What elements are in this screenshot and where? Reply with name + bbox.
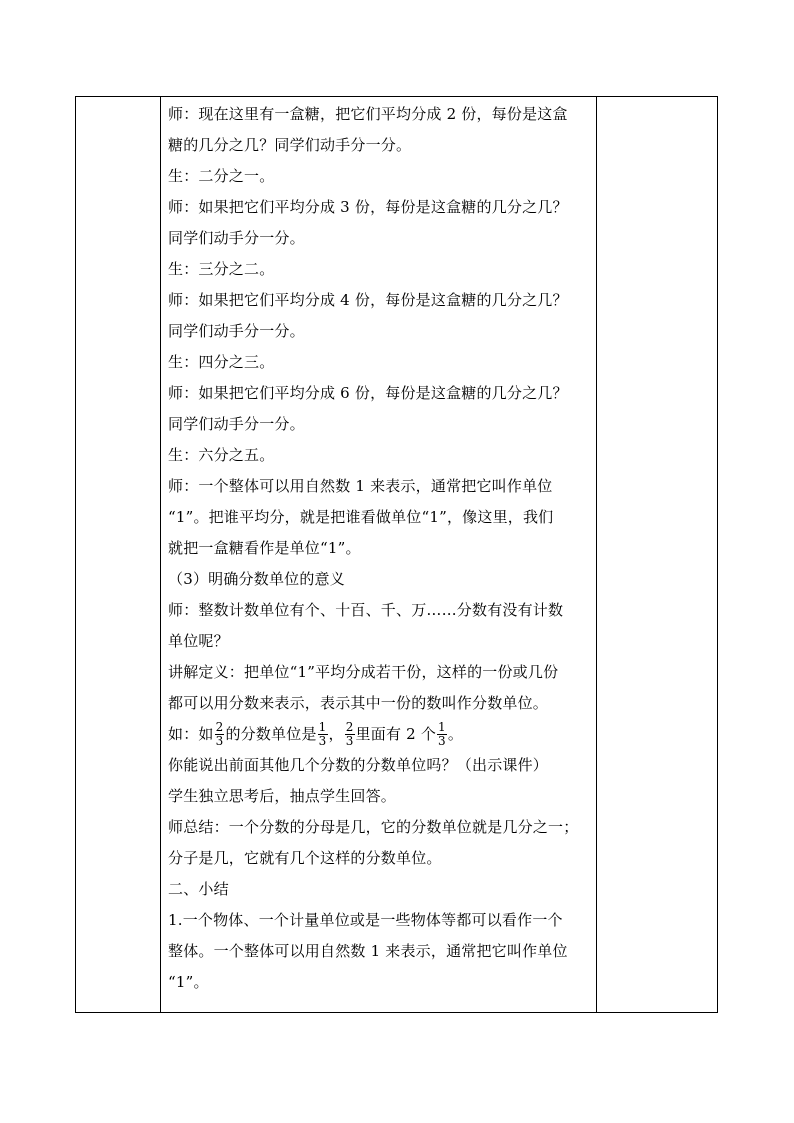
fraction-one-third xyxy=(437,721,447,748)
left-column-cell xyxy=(76,97,161,1012)
text-line: 糖的几分之几？同学们动手分一分。 xyxy=(168,136,412,154)
fraction-two-thirds xyxy=(215,721,225,748)
text-line: “1”。 xyxy=(168,973,209,991)
section-heading: 二、小结 xyxy=(168,880,229,898)
text-line: 师总结：一个分数的分母是几，它的分数单位就是几分之一； xyxy=(168,818,579,836)
fraction-numerator: 2 xyxy=(345,719,354,734)
text-line: 单位呢？ xyxy=(168,632,229,650)
fraction-denominator: 3 xyxy=(215,733,224,748)
example-text: 如：如 xyxy=(168,725,214,743)
example-line xyxy=(168,719,590,750)
example-text: 里面有 2 个 xyxy=(355,725,437,743)
text-line: 你能说出前面其他几个分数的分数单位吗？（出示课件） xyxy=(168,756,549,774)
text-line: 同学们动手分一分。 xyxy=(168,415,305,433)
fraction-two-thirds xyxy=(345,721,355,748)
example-text: 的分数单位是 xyxy=(225,725,317,743)
text-line: 就把一盒糖看作是单位“1”。 xyxy=(168,539,361,557)
text-line: 生：四分之三。 xyxy=(168,353,275,371)
text-line: 师：现在这里有一盒糖，把它们平均分成 2 份，每份是这盒 xyxy=(168,105,568,123)
example-text: ， xyxy=(328,725,344,743)
text-line: 讲解定义：把单位“1”平均分成若干份，这样的一份或几份 xyxy=(168,663,559,681)
section-heading: （3）明确分数单位的意义 xyxy=(168,570,345,588)
text-line: “1”。把谁平均分，就是把谁看做单位“1”，像这里，我们 xyxy=(168,508,554,526)
text-line: 师：一个整体可以用自然数 1 来表示，通常把它叫作单位 xyxy=(168,477,553,495)
fraction-denominator: 3 xyxy=(345,733,354,748)
text-line: 生：六分之五。 xyxy=(168,446,275,464)
text-line: 都可以用分数来表示，表示其中一份的数叫作分数单位。 xyxy=(168,694,549,712)
text-line: 生：二分之一。 xyxy=(168,167,275,185)
text-line: 同学们动手分一分。 xyxy=(168,322,305,340)
text-line: 同学们动手分一分。 xyxy=(168,229,305,247)
text-line: 师：如果把它们平均分成 6 份，每份是这盒糖的几分之几？ xyxy=(168,384,568,402)
text-line: 师：如果把它们平均分成 4 份，每份是这盒糖的几分之几？ xyxy=(168,291,568,309)
fraction-denominator: 3 xyxy=(318,733,327,748)
text-line: 师：整数计数单位有个、十百、千、万……分数有没有计数 xyxy=(168,601,564,619)
text-line: 生：三分之二。 xyxy=(168,260,275,278)
fraction-numerator: 2 xyxy=(215,719,224,734)
example-text: 。 xyxy=(447,725,464,743)
text-line: 师：如果把它们平均分成 3 份，每份是这盒糖的几分之几？ xyxy=(168,198,568,216)
lesson-table xyxy=(75,96,718,1013)
content-column-cell xyxy=(161,97,597,1012)
fraction-denominator: 3 xyxy=(438,733,446,748)
text-line: 分子是几，它就有几个这样的分数单位。 xyxy=(168,849,442,867)
right-column-cell xyxy=(597,97,717,1012)
text-line: 1.一个物体、一个计量单位或是一些物体等都可以看作一个 xyxy=(168,911,563,929)
fraction-numerator: 1 xyxy=(318,719,327,734)
fraction-numerator: 1 xyxy=(438,719,446,734)
text-line: 整体。一个整体可以用自然数 1 来表示，通常把它叫作单位 xyxy=(168,942,568,960)
fraction-one-third xyxy=(318,721,328,748)
text-line: 学生独立思考后，抽点学生回答。 xyxy=(168,787,397,805)
